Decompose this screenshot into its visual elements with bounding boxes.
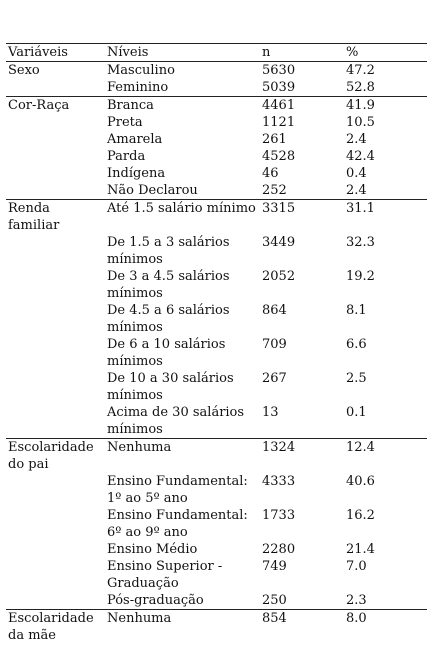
table-row	[6, 148, 427, 165]
percent-cell: 42.4	[346, 149, 375, 164]
count-cell: 1121	[262, 115, 296, 130]
level-cell: Ensino Superior - Graduação	[107, 559, 223, 591]
percent-cell: 2.5	[346, 371, 367, 386]
level-cell: Até 1.5 salário mínimo	[105, 200, 260, 235]
percent-cell: 6.6	[346, 337, 367, 352]
variable-cell	[6, 79, 105, 97]
percent-cell: 2.4	[346, 132, 367, 147]
percent-cell: 12.4	[344, 439, 427, 474]
percent-cell: 0.4	[346, 166, 367, 181]
table-row	[6, 268, 427, 302]
percent-cell: 7.0	[346, 559, 367, 574]
table-row	[6, 114, 427, 131]
percent-cell: 0.1	[346, 405, 367, 420]
header-percent: %	[344, 44, 427, 62]
percent-cell: 52.8	[346, 80, 375, 95]
count-cell: 5630	[260, 62, 344, 80]
level-cell: Ensino Fundamental: 1º ao 5º ano	[107, 474, 248, 506]
header-variaveis: Variáveis	[6, 44, 105, 62]
percent-cell: 31.1	[344, 200, 427, 235]
table-row	[6, 79, 427, 97]
count-cell: 4333	[262, 474, 296, 489]
table-row	[6, 97, 427, 115]
percent-cell: 32.3	[346, 235, 375, 250]
percent-cell: 2.4	[346, 183, 367, 198]
demographics-table-container	[6, 43, 427, 644]
count-cell: 864	[262, 303, 287, 318]
table-row	[6, 473, 427, 507]
table-row	[6, 439, 427, 474]
count-cell: 252	[262, 183, 287, 198]
variable-cell	[6, 114, 105, 131]
level-cell: Nenhuma	[105, 439, 260, 474]
percent-cell: 41.9	[344, 97, 427, 115]
table-row	[6, 165, 427, 182]
count-cell: 4528	[262, 149, 296, 164]
level-cell: De 1.5 a 3 salários mínimos	[107, 235, 230, 267]
table-row	[6, 610, 427, 645]
table-header	[6, 44, 427, 62]
table-body	[6, 62, 427, 645]
level-cell: Branca	[105, 97, 260, 115]
percent-cell: 2.3	[346, 593, 367, 608]
table-row	[6, 182, 427, 200]
level-cell: Nenhuma	[105, 610, 260, 645]
variable-cell	[6, 370, 105, 404]
table-row	[6, 234, 427, 268]
variable-cell: Sexo	[6, 62, 105, 80]
count-cell: 1324	[260, 439, 344, 474]
percent-cell: 8.1	[346, 303, 367, 318]
level-cell: Parda	[107, 149, 146, 164]
table-row	[6, 302, 427, 336]
variable-cell	[6, 268, 105, 302]
level-cell: Acima de 30 salários mínimos	[107, 405, 245, 437]
percent-cell: 19.2	[346, 269, 375, 284]
table-row	[6, 200, 427, 235]
level-cell: Não Declarou	[107, 183, 198, 198]
level-cell: De 4.5 a 6 salários mínimos	[107, 303, 230, 335]
level-cell: Feminino	[107, 80, 169, 95]
variable-cell: Renda familiar	[6, 200, 105, 235]
variable-cell: Escolaridade do pai	[6, 439, 105, 474]
count-cell: 46	[262, 166, 279, 181]
percent-cell: 21.4	[346, 542, 375, 557]
count-cell: 267	[262, 371, 287, 386]
variable-cell	[6, 148, 105, 165]
table-row	[6, 336, 427, 370]
table-row	[6, 131, 427, 148]
percent-cell: 40.6	[346, 474, 375, 489]
percent-cell: 16.2	[346, 508, 375, 523]
level-cell: De 6 a 10 salários mínimos	[107, 337, 226, 369]
variable-cell	[6, 541, 105, 558]
count-cell: 261	[262, 132, 287, 147]
level-cell: De 10 a 30 salários mínimos	[107, 371, 234, 403]
count-cell: 854	[260, 610, 344, 645]
table-row	[6, 558, 427, 592]
count-cell: 4461	[260, 97, 344, 115]
variable-cell	[6, 507, 105, 541]
variable-cell: Cor-Raça	[6, 97, 105, 115]
count-cell: 2052	[262, 269, 296, 284]
level-cell: Pós-graduação	[107, 593, 204, 608]
header-niveis: Níveis	[105, 44, 260, 62]
variable-cell	[6, 234, 105, 268]
count-cell: 1733	[262, 508, 296, 523]
header-n: n	[260, 44, 344, 62]
count-cell: 3315	[260, 200, 344, 235]
count-cell: 2280	[262, 542, 296, 557]
level-cell: Ensino Fundamental: 6º ao 9º ano	[107, 508, 248, 540]
variable-cell	[6, 592, 105, 610]
table-row	[6, 507, 427, 541]
level-cell: De 3 a 4.5 salários mínimos	[107, 269, 230, 301]
count-cell: 709	[262, 337, 287, 352]
count-cell: 5039	[262, 80, 296, 95]
count-cell: 3449	[262, 235, 296, 250]
variable-cell	[6, 404, 105, 439]
count-cell: 250	[262, 593, 287, 608]
count-cell: 13	[262, 405, 279, 420]
demographics-table	[6, 43, 427, 644]
level-cell: Masculino	[105, 62, 260, 80]
percent-cell: 47.2	[344, 62, 427, 80]
percent-cell: 8.0	[344, 610, 427, 645]
level-cell: Indígena	[107, 166, 166, 181]
percent-cell: 10.5	[346, 115, 375, 130]
variable-cell	[6, 473, 105, 507]
variable-cell	[6, 165, 105, 182]
variable-cell	[6, 558, 105, 592]
variable-cell	[6, 336, 105, 370]
level-cell: Ensino Médio	[107, 542, 198, 557]
variable-cell	[6, 131, 105, 148]
table-row	[6, 592, 427, 610]
level-cell: Preta	[107, 115, 143, 130]
variable-cell	[6, 182, 105, 200]
table-row	[6, 541, 427, 558]
level-cell: Amarela	[107, 132, 163, 147]
table-row	[6, 404, 427, 439]
table-row	[6, 62, 427, 80]
table-row	[6, 370, 427, 404]
count-cell: 749	[262, 559, 287, 574]
header-row	[6, 44, 427, 62]
variable-cell: Escolaridade da mãe	[6, 610, 105, 645]
variable-cell	[6, 302, 105, 336]
